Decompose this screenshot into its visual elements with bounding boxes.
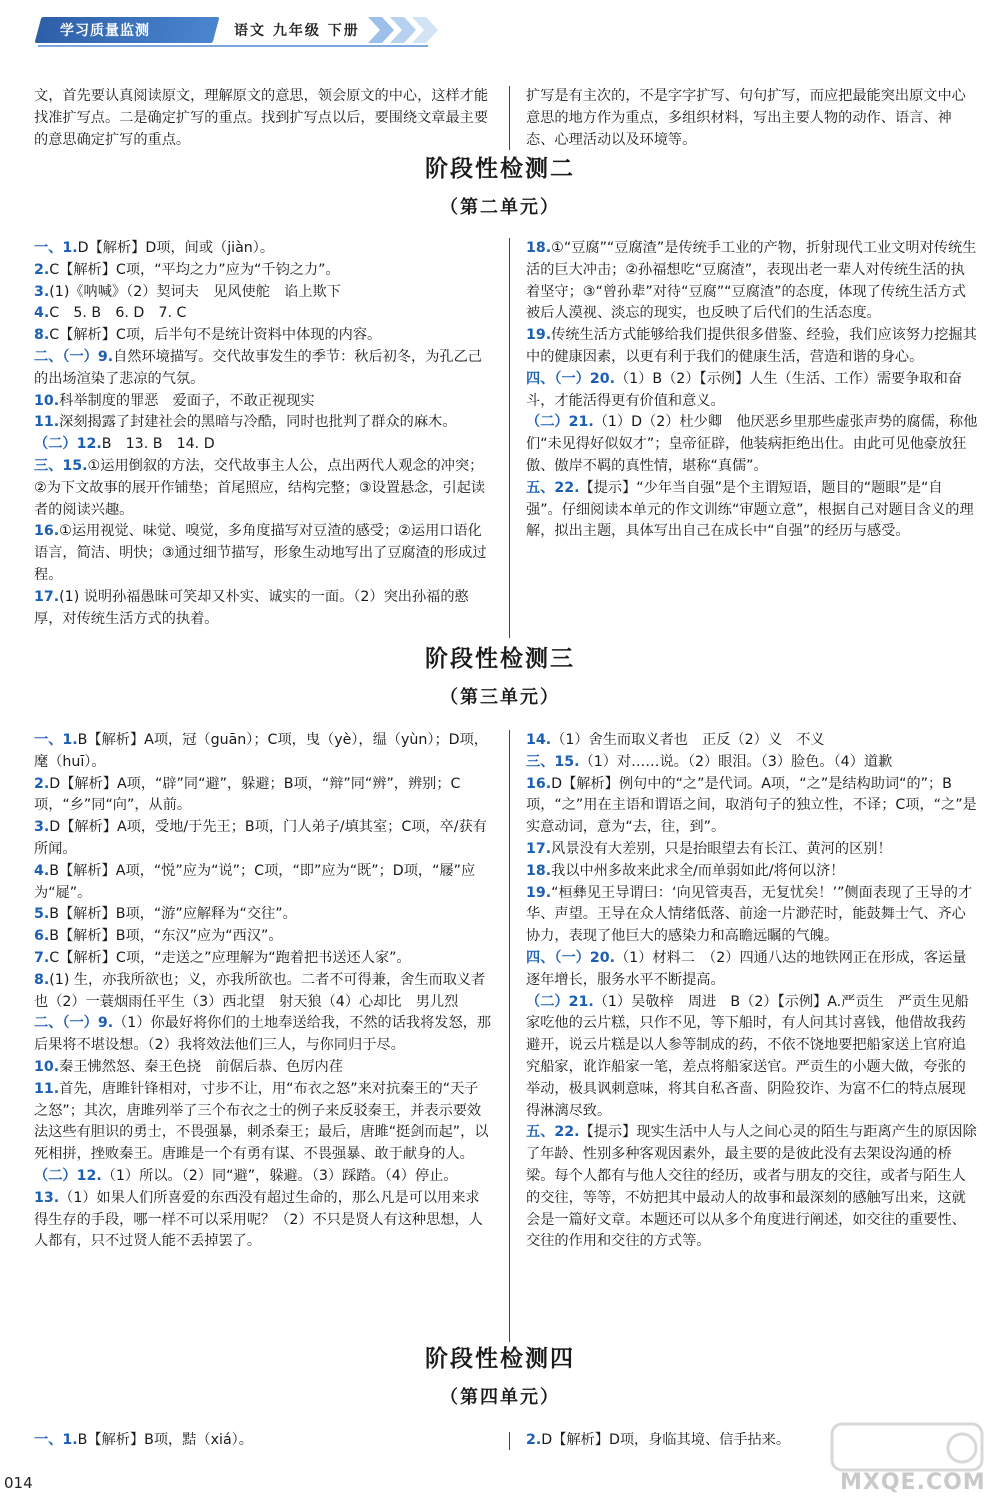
answer-section-marker: 一、 [34, 1432, 63, 1448]
answer-item [34, 238, 492, 260]
answer-number: 4. [34, 305, 50, 322]
answer-text: C【解析】C项，“走送之”应理解为“跑着把书送还人家”。 [49, 949, 411, 966]
answer-item [34, 970, 492, 1014]
answer-number: 19. [526, 884, 552, 901]
page-number: 014 [4, 1474, 33, 1492]
answer-section-marker: 二、（一） [34, 1015, 98, 1032]
answer-item [34, 1188, 492, 1253]
answer-item [34, 1057, 492, 1079]
section-subtitle: （第二单元） [440, 197, 560, 218]
answer-number: 4. [34, 862, 50, 879]
answer-section-marker: （二） [526, 414, 569, 431]
answer-item [34, 774, 492, 818]
answer-item [34, 926, 492, 948]
answer-text: （1）对……说。（2）眼泪。（3）脸色。（4）道歉 [579, 753, 893, 770]
answer-text: 首先，唐雎针锋相对，寸步不让，用“布衣之怒”来对抗秦王的“天子之怒”；其次，唐雎列举了三个布衣之士的例子来反驳秦王，并表示要效法这些有胆识的勇士，不畏强暴，刺杀秦王；最后，唐雎“挺剑而起”，以死相拼，挫败秦王。唐雎是一个有勇有谋、不畏强暴、敢于献身的人。 [34, 1080, 489, 1163]
answer-text: D【解析】A项，受地/于先王；B项，门人弟子/填其室；C项，卒/获有所闻。 [34, 819, 487, 857]
answer-item [34, 282, 492, 304]
answer-text: （1）所以。（2）同“避”，躲避。（3）踩踏。（4）停止。 [101, 1167, 458, 1184]
answer-item [526, 861, 978, 883]
answer-item [34, 1430, 492, 1452]
answer-text: B【解析】A项，“悦”应为“说”；C项，“即”应为“既”；D项，“屦”应为“屣”。 [34, 862, 476, 901]
answer-number: 16. [34, 523, 60, 540]
intro-right [526, 86, 978, 151]
answer-text: B【解析】B项，黠（xiá）。 [77, 1432, 253, 1448]
answer-number: 20. [589, 370, 615, 387]
answer-item [526, 774, 978, 839]
answer-item [526, 992, 978, 1123]
answer-text: (1) 说明孙福愚昧可笑却又朴实、诚实的一面。（2）突出孙福的憨厚，对传统生活方式的执着。 [34, 588, 469, 627]
answer-text: 自然环境描写。交代故事发生的季节：秋后初冬，为孔乙己的出场渲染了悲凉的气氛。 [34, 348, 482, 387]
answer-number: 14. [526, 732, 552, 748]
answer-text: 【提示】现实生活中人与人之间心灵的陌生与距离产生的原因除了年龄、性别多种客观因素外，最主要的是彼此没有去架设沟通的桥梁。每个人都有与他人交往的经历，或者与朋友的交往，或者与陌生人的交往，等等，不妨把其中最动人的故事和最深刻的感触写出来，这就会是一篇好文章。本题还可以从多个角度进行阐述，如交往的重要性、交往的作用和交往的方式等。 [526, 1124, 977, 1250]
answer-item [526, 1122, 978, 1253]
answer-text: (1)《呐喊》（2）契诃夫 见风使舵 谄上欺下 [49, 283, 341, 300]
answers-left-column [34, 730, 492, 1253]
section-subtitle: （第三单元） [440, 687, 560, 708]
answer-text: B【解析】A项，冠（guān）；C项，曳（yè），缊（yùn）；D项，麾（huī）。 [34, 732, 488, 770]
answer-text: （1）材料二 （2）四通八达的地铁网正在形成，客运量逐年增长，服务水平不断提高。 [526, 949, 967, 988]
answer-text: 深刻揭露了封建社会的黑暗与冷酷，同时也批判了群众的麻木。 [59, 414, 457, 431]
answer-item [34, 325, 492, 347]
answer-number: 1. [62, 732, 78, 748]
answer-number: 21. [568, 993, 594, 1010]
answer-number: 21. [568, 414, 594, 431]
answer-number: 10. [34, 392, 60, 409]
answer-number: 18. [526, 862, 552, 879]
answer-item [34, 260, 492, 282]
answer-number: 8. [34, 971, 50, 988]
section-title: 阶段性检测三 [425, 646, 575, 672]
intro-left [34, 86, 492, 151]
answer-number: 9. [97, 348, 114, 365]
answer-section-marker: 一、 [34, 240, 63, 256]
answer-text: （1）D（2）杜少卿 他厌恶乡里那些虚张声势的腐儒，称他们“未见得好似奴才”；皇帝征辟，他装病拒绝出仕。由此可见他豪放狂傲、傲岸不羁的真性情，堪称“真儒”。 [526, 414, 978, 474]
answer-item [34, 948, 492, 970]
answer-item [34, 587, 492, 631]
answer-text: （1）舍生而取义者也 正反（2）义 不义 [551, 732, 825, 748]
answer-text: C 5. B 6. D 7. C [49, 305, 187, 322]
answer-item [34, 730, 492, 774]
answer-number: 8. [34, 327, 50, 344]
header-underline [38, 45, 428, 47]
answer-number: 17. [526, 840, 552, 857]
answer-text: （1）如果人们所喜爱的东西没有超过生命的，那么凡是可以用来求得生存的手段，哪一样不可以采用呢？（2）不只是贤人有这种思想，人人都有，只不过贤人能不丢掉罢了。 [34, 1189, 483, 1250]
answer-text: D【解析】D项，间或（jiàn）。 [77, 240, 275, 256]
column-divider [509, 86, 510, 150]
answer-number: 7. [34, 949, 50, 966]
answer-item [526, 839, 978, 861]
answer-number: 1. [62, 1432, 78, 1448]
answer-number: 9. [97, 1015, 114, 1032]
answer-item [526, 325, 978, 369]
answer-section-marker: （二） [34, 1167, 77, 1184]
answer-text: B 13. B 14. D [101, 436, 215, 453]
intro-right-text: 扩写是有主次的，不是字字扩写、句句扩写，而应把最能突出原文中心意思的地方作为重点，多组织材料，写出主要人物的动作、语言、神态、心理活动以及环境等。 [526, 88, 966, 148]
answer-section-marker: 一、 [34, 732, 63, 748]
answer-number: 11. [34, 414, 60, 431]
answer-number: 2. [526, 1432, 542, 1448]
answer-text: ①运用视觉、味觉、嗅觉，多角度描写对豆渣的感受；②运用口语化语言，简洁、明快；③通过细节描写，形象生动地写出了豆腐渣的形成过程。 [34, 523, 487, 583]
answer-item [526, 752, 978, 774]
answer-number: 6. [34, 928, 50, 945]
answer-text: B【解析】B项，“东汉”应为“西汉”。 [49, 928, 283, 945]
answer-text: （1）B（2）【示例】人生（生活、工作）需要争取和奋斗，才能活得更有价值和意义。 [526, 370, 962, 409]
watermark-url: MXQE.COM [840, 1470, 986, 1495]
answer-number: 16. [526, 775, 552, 792]
answer-section-marker: 五、 [526, 479, 555, 496]
answer-item [34, 434, 492, 456]
answer-section-marker: 四、（一） [526, 370, 590, 387]
answer-section-marker: （二） [526, 993, 569, 1010]
chevron-decoration-icon [368, 17, 458, 43]
answers-right-column [526, 730, 978, 1253]
answer-text: C【解析】C项，后半句不是统计资料中体现的内容。 [49, 327, 382, 344]
answer-number: 12. [76, 1167, 102, 1184]
running-header [38, 12, 438, 46]
column-divider [509, 730, 510, 1342]
answer-text: 我以中州多故来此求全/而单弱如此/将何以济！ [551, 862, 845, 879]
answer-number: 17. [34, 588, 60, 605]
answer-item [526, 369, 978, 413]
answer-text: （1）你最好将你们的土地奉送给我，不然的话我将发怒，那后果将不堪设想。（2）我将效法他们三人，与你同归于尽。 [34, 1015, 492, 1054]
answer-number: 13. [34, 1189, 60, 1206]
answer-item [34, 904, 492, 926]
answer-text: (1) 生，亦我所欲也；义，亦我所欲也。二者不可得兼，舍生而取义者也（2）一蓑烟雨任平生（3）西北望 射天狼（4）心却比 男儿烈 [34, 971, 486, 1010]
answer-item [34, 412, 492, 434]
answer-item [34, 817, 492, 861]
answer-number: 11. [34, 1080, 60, 1097]
answer-number: 10. [34, 1058, 60, 1075]
answer-number: 15. [554, 753, 580, 770]
answer-item [34, 1079, 492, 1166]
answer-number: 3. [34, 283, 50, 300]
header-subject: 语文 九年级 下册 [234, 23, 360, 39]
answer-item [526, 238, 978, 325]
column-divider [509, 1432, 510, 1450]
answer-item [34, 1166, 492, 1188]
answer-number: 2. [34, 261, 50, 278]
answer-number: 19. [526, 327, 552, 344]
answer-text: D【解析】例句中的“之”是代词。A项，“之”是结构助词“的”；B项，“之”用在主语和谓语之间，取消句子的独立性，不译；C项，“之”是实意动词，意为“去，往，到”。 [526, 775, 977, 836]
answer-text: 【提示】“少年当自强”是个主谓短语，题目的“题眼”是“自强”。仔细阅读本单元的作文训练“审题立意”，根据自己对题目含义的理解，拟出主题，具体写出自己在成长中“自强”的经历与感受。 [526, 479, 974, 540]
answer-text: 风景没有大差别，只是抬眼望去有长江、黄河的区别！ [551, 840, 892, 857]
answer-item [34, 391, 492, 413]
answer-section-marker: 三、 [34, 457, 63, 474]
answer-text: “桓彝见王导谓曰：‘向见管夷吾，无复忧矣！’”侧面表现了王导的才华、声望。王导在众人情绪低落、前途一片渺茫时，能鼓舞士气、齐心协力，表现了他巨大的感染力和高瞻远瞩的气魄。 [526, 884, 973, 945]
header-tab-label: 学习质量监测 [60, 23, 150, 39]
section-title: 阶段性检测四 [425, 1346, 575, 1372]
answer-item [34, 456, 492, 521]
answer-item [526, 883, 978, 948]
section-subtitle: （第四单元） [440, 1387, 560, 1408]
answer-number: 5. [34, 906, 50, 923]
answer-text: ①运用倒叙的方法，交代故事主人公，点出两代人观念的冲突；②为下文故事的展开作铺垫；首尾照应，结构完整；③设置悬念，引起读者的阅读兴趣。 [34, 457, 486, 518]
answer-number: 22. [554, 479, 580, 496]
answer-item [526, 948, 978, 992]
answer-text: ①“豆腐”“豆腐渣”是传统手工业的产物，折射现代工业文明对传统生活的巨大冲击；②孙福想吃“豆腐渣”，表现出老一辈人对传统生活的执着坚守；③“曾孙辈”对待“豆腐”“豆腐渣”的态度，体现了传统生活方式被后人漠视、淡忘的现实，也反映了后代们的生活态度。 [526, 240, 977, 322]
answer-section-marker: 二、（一） [34, 348, 98, 365]
answer-section-marker: 三、 [526, 753, 555, 770]
answer-item [34, 347, 492, 391]
answers-left-column [34, 1430, 492, 1452]
answer-text: D【解析】D项，身临其境、信手拈来。 [541, 1432, 791, 1448]
answer-item [34, 861, 492, 905]
answer-text: D【解析】A项，“辟”同“避”，躲避；B项，“辩”同“辨”，辨别；C项，“乡”同“向”，从前。 [34, 775, 461, 814]
answer-number: 20. [589, 949, 615, 966]
answer-text: 传统生活方式能够给我们提供很多借鉴、经验，我们应该努力挖掘其中的健康因素，以更有利于我们的健康生活，营造和谐的身心。 [526, 327, 977, 365]
answer-item [526, 412, 978, 477]
intro-left-text: 文，首先要认真阅读原文，理解原文的意思，领会原文的中心，这样才能找准扩写点。二是确定扩写的重点。找到扩写点以后，要围绕文章最主要的意思确定扩写的重点。 [34, 88, 489, 148]
answer-item [34, 303, 492, 325]
answer-number: 22. [554, 1124, 580, 1141]
answer-number: 15. [62, 457, 88, 474]
answer-item [34, 521, 492, 586]
answer-section-marker: 五、 [526, 1124, 555, 1141]
answer-number: 2. [34, 775, 50, 792]
answers-left-column [34, 238, 492, 630]
answer-text: 科举制度的罪恶 爱面子，不敢正视现实 [59, 392, 315, 409]
answer-text: 秦王怫然怒、秦王色挠 前倨后恭、色厉内荏 [59, 1058, 343, 1075]
section-title: 阶段性检测二 [425, 156, 575, 182]
answer-section-marker: 四、（一） [526, 949, 590, 966]
answer-number: 3. [34, 819, 50, 836]
answer-item [526, 730, 978, 752]
answer-text: （1）吴敬梓 周进 B（2）【示例】A.严贡生 严贡生见船家吃他的云片糕，只作不见，等下船时，有人问其讨喜钱，他借故我药避开，说云片糕是以人参等制成的药，不依不饶地要把船家送上官府追究船家，讹诈船家一笔，差点将船家送官。严贡生的小题大做，夸张的举动，极具讽刺意味，将其自私吝啬、阴险狡诈、为富不仁的特点展现得淋漓尽致。 [526, 993, 969, 1119]
column-divider [509, 238, 510, 638]
answer-item [526, 478, 978, 543]
answer-number: 18. [526, 240, 552, 256]
answer-item [34, 1013, 492, 1057]
answers-right-column [526, 238, 978, 543]
answer-number: 12. [76, 436, 102, 453]
answer-section-marker: （二） [34, 436, 77, 453]
answer-number: 1. [62, 240, 78, 256]
answer-text: C【解析】C项，“平均之力”应为“千钧之力”。 [49, 261, 340, 278]
answer-text: B【解析】B项，“游”应解释为“交往”。 [49, 906, 297, 923]
